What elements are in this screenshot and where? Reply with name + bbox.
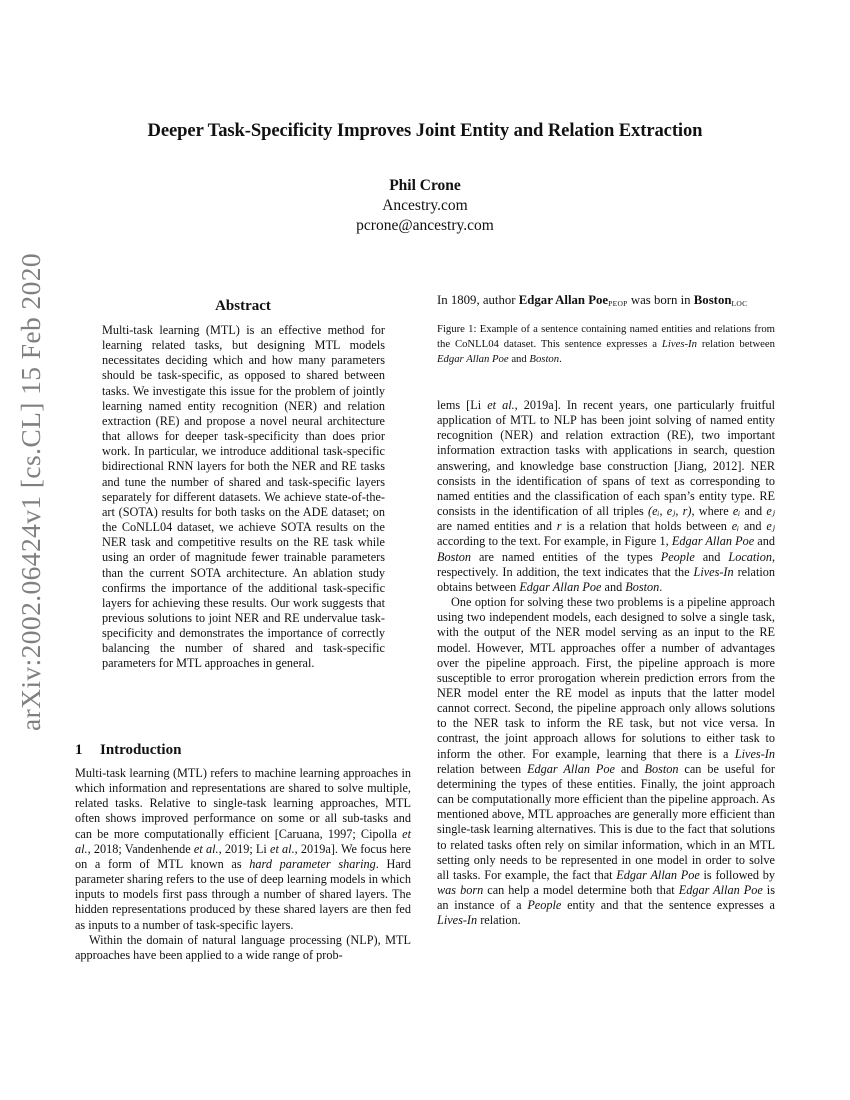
text-run: , 2018; Vandenhende bbox=[87, 841, 194, 856]
text-run: and bbox=[740, 504, 767, 519]
abstract-text: Multi-task learning (MTL) is an effective method for learning related tasks, but designing MTL models necessitates deciding which and how many parameters should be task-specific, as opposed to shared between tasks. We investigate this issue for the problem of jointly learning named entity recognition (NER) and relation extraction (RE) and propose a novel neural architecture that allows for deeper task-specificity than does prior work. In particular, we introduce additional task-specific bidirectional RNN layers for both the NER and RE tasks and tune the number of shared and task-specific layers separately for different datasets. We achieve state-of-the-art (SOTA) results for both tasks on the ADE dataset; on the CoNLL04 dataset, we achieve SOTA results on the NER task and competitive results on the RE task while using an order of magnitude fewer trainable parameters than the current SOTA architecture. An ablation study confirms the importance of the additional task-specific layers for achieving these results. Our work suggests that previous solutions to joint NER and RE undervalue task-specificity and demonstrates the importance of correctly balancing the number of shared and task-specific parameters for MTL approaches in general. bbox=[102, 323, 385, 671]
text-run: and bbox=[614, 761, 645, 776]
citation-etal: et al. bbox=[487, 398, 515, 412]
entity-name: Boston bbox=[625, 579, 660, 594]
entity-type: People bbox=[660, 549, 695, 564]
math-triple: (eᵢ, eⱼ, r) bbox=[648, 504, 692, 519]
entity-name: Edgar Allan Poe bbox=[671, 534, 755, 549]
citation-etal: et al. bbox=[270, 841, 295, 856]
math-var: eⱼ bbox=[766, 519, 776, 534]
text-run: and bbox=[694, 549, 729, 564]
entity-name: Edgar Allan Poe bbox=[527, 761, 615, 776]
math-var: eᵢ bbox=[731, 519, 740, 534]
emphasized-term: hard parameter sharing bbox=[249, 856, 376, 871]
text-run: according to the text. For example, in Figure 1, bbox=[437, 534, 672, 549]
intro-paragraph-2: Within the domain of natural language processing (NLP), MTL approaches have been applied to a wide range of prob- bbox=[75, 932, 411, 962]
author-block bbox=[0, 176, 850, 236]
arxiv-stamp-text: arXiv:2002.06424v1 [cs.CL] 15 Feb 2020 bbox=[15, 252, 46, 732]
text-run: are named entities of the types bbox=[471, 549, 661, 564]
author-affiliation: Ancestry.com bbox=[382, 197, 468, 214]
author-name: Phil Crone bbox=[389, 177, 461, 194]
math-var: eᵢ bbox=[732, 504, 741, 519]
text-run: is an instance of a bbox=[437, 883, 775, 913]
section-number: 1 bbox=[75, 742, 83, 758]
entity-type-label: LOC bbox=[731, 299, 748, 308]
emphasized-phrase: was born bbox=[437, 883, 484, 897]
abstract-body bbox=[102, 323, 385, 672]
text-run: relation between bbox=[437, 761, 528, 776]
text-run: entity and that the sentence expresses a bbox=[561, 898, 775, 913]
relation-name: Lives-In bbox=[693, 564, 734, 579]
caption-text bbox=[437, 322, 775, 366]
text-run: , where bbox=[691, 504, 733, 519]
text-run: and bbox=[754, 534, 775, 549]
text-run: , respectively. In addition, the text indicates that the bbox=[437, 549, 776, 579]
section-title: Introduction bbox=[100, 742, 182, 758]
text-run: . bbox=[559, 352, 562, 365]
figure-1-caption bbox=[437, 322, 775, 366]
author-email: pcrone@ancestry.com bbox=[356, 217, 494, 234]
entity-name: Edgar Allan Poe bbox=[616, 867, 700, 882]
text-run: relation. bbox=[477, 913, 521, 928]
text-run: , 2019; Li bbox=[218, 841, 271, 856]
right-paragraph-2 bbox=[437, 595, 775, 928]
entity-type-label: PEOP bbox=[608, 299, 628, 308]
citation-etal: et al. bbox=[193, 841, 219, 856]
paper-title: Deeper Task-Specificity Improves Joint Entity and Relation Extraction bbox=[147, 120, 703, 141]
introduction-body bbox=[75, 766, 411, 963]
entity-name: Edgar Allan Poe bbox=[678, 883, 763, 897]
entity-mention: Boston bbox=[693, 293, 732, 307]
text-run: are named entities and bbox=[437, 519, 557, 534]
text-run: and bbox=[508, 352, 530, 365]
right-paragraph-1 bbox=[437, 398, 775, 595]
citation-etal: et al. bbox=[75, 826, 411, 856]
figure-1-sentence bbox=[437, 293, 777, 308]
entity-type: Location bbox=[728, 549, 772, 564]
text-run: In 1809, author bbox=[437, 293, 519, 307]
text-run: can help a model determine both that bbox=[483, 883, 679, 897]
text-run: . bbox=[659, 579, 663, 594]
text-run: and bbox=[739, 519, 767, 534]
text-run: Figure 1: Example of a sentence containing named entities and relations from the CoNLL04 dataset. This sentence expresses a bbox=[437, 323, 775, 350]
text-run: and bbox=[601, 579, 626, 594]
intro-paragraph-1 bbox=[75, 766, 411, 933]
entity-name: Edgar Allan Poe bbox=[437, 352, 509, 365]
math-var: eⱼ bbox=[766, 504, 776, 519]
entity-name: Boston bbox=[437, 549, 472, 564]
entity-name: Boston bbox=[644, 761, 679, 776]
text-run: relation between bbox=[696, 337, 775, 350]
text-run: relation obtains between bbox=[437, 564, 775, 594]
entity-name: Edgar Allan Poe bbox=[519, 579, 602, 594]
text-run: , 2019a]. We focus here on a form of MTL known as bbox=[75, 841, 411, 871]
text-run: is followed by bbox=[699, 867, 775, 882]
text-run: is a relation that holds between bbox=[561, 519, 732, 534]
entity-name: Boston bbox=[529, 352, 560, 365]
right-column-body bbox=[437, 398, 775, 928]
text-run: One option for solving these two problems is a pipeline approach using two independent models, each designed to solve a single task, with the output of the NER model serving as an input to the RE model. However, MTL approaches offer a number of advantages over the pipeline approach. First, the pipeline approach is more susceptible to error prorogation wherein prediction errors from the NER model enter the RE model as inputs that the latter model cannot correct. Second, the pipeline approach only allows solutions to the NER task to inform the RE task, but not vice versa. In contrast, the joint approach allows for solutions to either task to inform the other. For example, learning that there is a bbox=[437, 595, 775, 761]
text-run: Multi-task learning (MTL) refers to machine learning approaches in which information and representations are shared to solve multiple, related tasks. Relative to single-task learning approaches, MTL often shows improved performance on some or all sub-tasks and can be more computationally efficient [Caruana, 1997; Cipolla bbox=[75, 766, 411, 841]
text-run: , 2019a]. In recent years, one particularly fruitful application of MTL to NLP has been joint solving of named entity recognition (NER) and relation extraction (RE), two important information extraction tasks with applications in search, question answering, and knowledge base construction [Jiang, 2012]. NER consists in the identification of spans of text as corresponding to named entities and the classification of each span’s entity type. RE consists in the identification of all triples bbox=[437, 398, 775, 519]
text-run: lems [Li bbox=[437, 398, 488, 412]
entity-mention: Edgar Allan Poe bbox=[518, 293, 609, 307]
abstract-heading: Abstract bbox=[215, 298, 271, 314]
math-var: r bbox=[556, 519, 562, 534]
text-run: was born in bbox=[627, 293, 694, 307]
relation-name: Lives-In bbox=[734, 746, 775, 761]
relation-name: Lives-In bbox=[437, 913, 478, 928]
text-run: can be useful for determining the types of these entities. Finally, the joint approach can be computationally more efficient than the pipeline approach. As mentioned above, MTL approaches are generally more efficient than single-task learning alternatives. This is due to the fact that solutions to related tasks often rely on similar information, which in an MTL setting only needs to be represented in one model in order to solve all tasks. For example, the fact that bbox=[437, 761, 775, 882]
relation-name: Lives-In bbox=[661, 337, 697, 350]
text-run: . Hard parameter sharing refers to the use of deep learning models in which inputs to models first pass through a number of shared layers. The hidden representations produced by these shared layers are then fed as inputs to a number of task-specific layers. bbox=[75, 856, 411, 932]
entity-type: People bbox=[527, 898, 562, 913]
section-heading-introduction bbox=[75, 742, 181, 759]
